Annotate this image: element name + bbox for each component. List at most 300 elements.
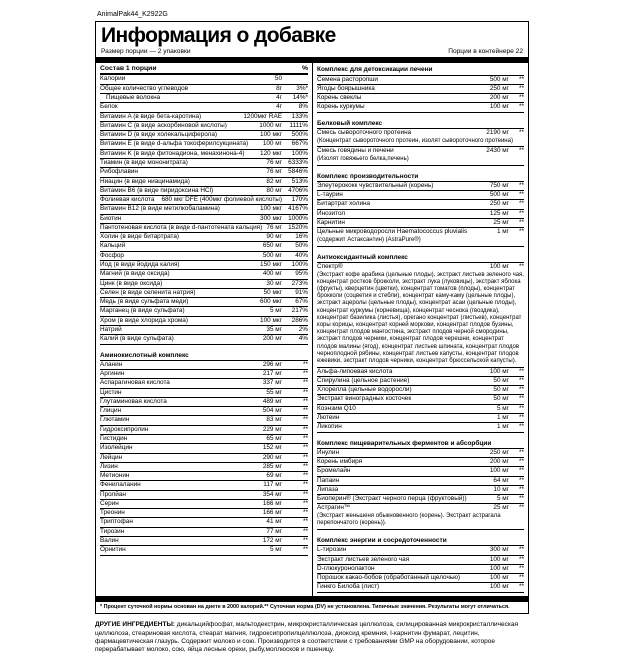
table-row: [100, 215, 308, 224]
row-line: [317, 77, 524, 84]
row-daily-value: **: [519, 103, 524, 111]
row-daily-value: **: [303, 397, 308, 405]
row-line: [100, 417, 308, 424]
row-name: Гидроксипролин: [100, 425, 149, 433]
row-line: [100, 299, 308, 306]
row-daily-value: 100%: [291, 149, 308, 157]
table-row: [317, 129, 524, 147]
table-row: [100, 94, 308, 103]
row-name: Глютамин: [100, 416, 130, 424]
row-amount: 90 мг: [266, 233, 282, 241]
row-daily-value: **: [519, 219, 524, 227]
row-line: [317, 505, 524, 512]
row-amount: 300 мкг: [260, 214, 282, 222]
row-amount: 125 мг: [489, 209, 509, 217]
table-row: [100, 537, 308, 546]
row-name: Ягоды боярышника: [317, 84, 375, 92]
row-name: Инозитол: [317, 209, 346, 217]
table-row: [317, 449, 524, 458]
row-line: [100, 327, 308, 334]
row-daily-value: **: [303, 379, 308, 387]
row-line: [317, 468, 524, 475]
row-name: Аргинин: [100, 369, 125, 377]
row-amount: 35 мг: [266, 326, 282, 333]
row-line: [100, 151, 308, 158]
row-name: Корень свеклы: [317, 94, 362, 102]
row-daily-value: **: [303, 434, 308, 442]
table-row: [100, 75, 308, 84]
row-amount: 489 мг: [262, 397, 282, 405]
row-line: [100, 197, 308, 204]
row-name: Порошок какао-бобов (обработанный щелочью): [317, 574, 461, 582]
row-line: [100, 501, 308, 508]
table-row: [100, 113, 308, 122]
row-amount: 500 мг: [489, 191, 509, 199]
row-name: Корень имбиря: [317, 458, 363, 466]
row-name: L-таурин: [317, 191, 343, 199]
row-daily-value: **: [519, 147, 524, 155]
row-amount: 76 мг: [266, 158, 282, 166]
row-name: Лизин: [100, 462, 118, 470]
row-line: [100, 371, 308, 378]
section-title: Комплекс для детоксикации печени: [317, 65, 524, 75]
row-line: [317, 220, 524, 227]
row-amount: 296 мг: [262, 360, 282, 368]
row-daily-value: 100%: [291, 261, 308, 269]
row-daily-value: 667%: [291, 140, 308, 148]
ingredient-section: [100, 351, 308, 556]
table-row: [100, 398, 308, 407]
row-line: [317, 459, 524, 466]
row-line: [317, 406, 524, 413]
row-line: [317, 86, 524, 93]
panel-title: Информация о добавке: [101, 24, 336, 47]
row-amount: 100 мг: [489, 583, 509, 591]
row-daily-value: 6333%: [288, 158, 308, 166]
other-ingredients-text: дикальцийфосфат, мальтодекстрин, микрокристаллическая целлюлоза, силицированная микрокристаллическая целлюлоза, стеариновая кислота, стеарат магния, гидроксипропилцеллюлоза, диоксид кремния, l-карнитин фумарат, лецитин, фармацевтическая глазурь. Содержит молоко и сою. Производится в соответствии с требованиями GMP на оборудовании, которое перерабатывает молоко, сою, яйца лесные орехи, рыбу,моллюсков и пшеницу.: [95, 621, 519, 654]
section-title: Комплекс пищеварительных ферментов и абсорбции: [317, 439, 524, 449]
row-amount: 750 мг: [489, 181, 509, 189]
table-row: [100, 233, 308, 242]
table-row: [100, 481, 308, 490]
row-daily-value: **: [303, 527, 308, 535]
row-amount: 65 мг: [266, 434, 282, 442]
left-rows: [100, 75, 308, 555]
row-line: [100, 362, 308, 369]
row-amount: 354 мг: [262, 490, 282, 498]
table-row: [100, 150, 308, 159]
row-name: Орнитин: [100, 546, 126, 554]
row-name: Биоперин® (Экстракт черного перца (фруктовый)): [317, 495, 467, 503]
row-name: Лейцин: [100, 453, 123, 461]
row-name: Альфа-липоевая кислота: [317, 367, 393, 375]
supplement-facts-panel: [95, 21, 529, 614]
row-line: [317, 192, 524, 199]
row-line: [100, 216, 308, 223]
row-line: [317, 183, 524, 190]
table-row: [100, 379, 308, 388]
row-line: [317, 478, 524, 485]
row-daily-value: **: [303, 499, 308, 507]
row-daily-value: **: [519, 458, 524, 466]
table-row: [100, 122, 308, 131]
row-name: Натрий: [100, 326, 122, 333]
row-amount: 2430 мг: [486, 147, 509, 155]
table-row: [317, 147, 524, 165]
row-daily-value: **: [519, 423, 524, 431]
row-daily-value: 1000%: [288, 214, 308, 222]
row-sub-description: (Концентрат сывороточного протеин, изолят сывороточного протеина): [317, 137, 513, 144]
row-daily-value: **: [303, 462, 308, 470]
row-line: [100, 445, 308, 452]
other-ingredients: [95, 621, 529, 655]
table-row: [100, 389, 308, 398]
table-row: [317, 94, 524, 103]
row-name: Гистидин: [100, 434, 128, 442]
table-row: [100, 187, 308, 196]
row-line: [317, 387, 524, 394]
row-amount: 300 мг: [489, 546, 509, 554]
row-sub-description: (Изолят говяжьего белка,печень): [317, 156, 409, 163]
row-amount: 100 мкг: [260, 205, 282, 213]
row-name: Пролйан: [100, 490, 126, 498]
row-daily-value: 170%: [291, 196, 308, 204]
table-row: [100, 307, 308, 316]
row-name: Марганец (в виде сульфата): [100, 307, 185, 315]
table-row: [317, 228, 524, 246]
row-name: Витамин D (в виде холекальциферола): [100, 131, 218, 139]
row-daily-value: **: [303, 425, 308, 433]
row-daily-value: 133%: [291, 112, 308, 120]
row-name: Витамин B12 (в виде метилкобаламина): [100, 205, 220, 213]
row-line: [100, 336, 308, 343]
row-amount: 400 мг: [262, 270, 282, 278]
row-daily-value: 5846%: [288, 168, 308, 176]
row-daily-value: **: [303, 407, 308, 415]
row-daily-value: **: [519, 504, 524, 512]
row-line: [100, 86, 308, 93]
row-name: Фосфор: [100, 251, 124, 259]
table-row: [100, 85, 308, 94]
row-daily-value: **: [519, 209, 524, 217]
row-name: Аспарагиновая кислота: [100, 379, 170, 387]
row-line: [100, 399, 308, 406]
table-row: [100, 205, 308, 214]
table-row: [317, 495, 524, 504]
row-name: Белок: [100, 103, 118, 111]
row-line: [317, 130, 524, 137]
row-daily-value: **: [303, 546, 308, 554]
row-daily-value: 286%: [291, 316, 308, 324]
table-row: [317, 504, 524, 530]
row-daily-value: 67%: [295, 298, 308, 306]
row-name: Элеутерококк чувствительный (корень): [317, 181, 434, 189]
row-name: Ликопин: [317, 423, 342, 431]
row-line: [100, 141, 308, 148]
composition-header: Состав 1 порции: [100, 65, 157, 73]
row-daily-value: **: [519, 467, 524, 475]
row-line: [100, 538, 308, 545]
row-name: Цинк (в виде оксида): [100, 279, 163, 287]
table-row: [317, 182, 524, 191]
table-row: [100, 472, 308, 481]
row-name: Коэнзим Q10: [317, 404, 356, 412]
row-amount: 200 мг: [489, 94, 509, 102]
row-amount: 120 мкг: [260, 149, 282, 157]
row-daily-value: **: [519, 262, 524, 270]
row-name: Рибофлавин: [100, 168, 138, 176]
row-name: Фенилаланин: [100, 481, 141, 489]
row-name: Глутаминовая кислота: [100, 397, 167, 405]
row-line: [100, 408, 308, 415]
percent-header: %: [301, 65, 308, 73]
panel-header: [96, 22, 528, 57]
row-amount: 25 мг: [493, 504, 509, 512]
row-daily-value: **: [519, 495, 524, 503]
row-line: [100, 380, 308, 387]
row-amount: 117 мг: [263, 481, 282, 489]
row-amount: 50 мг: [493, 376, 509, 384]
product-code: AnimalPak44_K2922G: [97, 11, 168, 18]
table-row: [100, 103, 308, 112]
row-amount: 64 мг: [493, 476, 509, 484]
row-amount: 5 мг: [496, 495, 509, 503]
right-column: [312, 63, 528, 595]
row-daily-value: **: [303, 509, 308, 517]
row-daily-value: 500%: [291, 131, 308, 139]
row-amount: 80 мг: [266, 186, 282, 194]
row-line: [100, 104, 308, 111]
table-row: [100, 416, 308, 425]
row-line: [317, 584, 524, 591]
row-amount: 4г: [276, 93, 282, 101]
serving-size: Размер порции — 2 упаковки: [101, 48, 191, 56]
row-amount: 1 мг: [496, 414, 509, 422]
row-daily-value: 1111%: [289, 121, 308, 129]
row-amount: 5 мг: [269, 307, 282, 315]
row-name: Гинкго Билоба (лист): [317, 583, 380, 591]
row-name: Йод (в виде йодида калия): [100, 261, 180, 269]
row-daily-value: **: [519, 94, 524, 102]
table-row: [317, 467, 524, 476]
row-amount: 200 мг: [489, 458, 509, 466]
row-amount: 100 мг: [489, 564, 509, 572]
row-line: [100, 271, 308, 278]
table-row: [100, 289, 308, 298]
table-row: [100, 298, 308, 307]
table-row: [317, 85, 524, 94]
row-name: Витамин K (в виде фитонадиона, менахинона-4): [100, 149, 245, 157]
row-name: Витамин B6 (в виде пиридоксина HCl): [100, 186, 214, 194]
footnote: * Процент суточной нормы основан на диете в 2000 калорий.** Суточная норма (DV) не установлена. Типичные значения. Результаты могут отличаться.: [100, 603, 510, 610]
row-amount: 55 мг: [266, 388, 282, 396]
row-line: [317, 201, 524, 208]
table-row: [100, 326, 308, 335]
row-name: Тиамин (в виде мононитрата): [100, 158, 188, 166]
row-amount: 82 мг: [266, 177, 282, 185]
row-name: Смесь сывороточного протеина: [317, 128, 412, 136]
row-line: [317, 378, 524, 385]
row-amount: 600 мкг: [260, 298, 282, 306]
row-daily-value: 8%: [298, 103, 308, 111]
section-title: Комплекс энергии и сосредоточенности: [317, 536, 524, 546]
table-row: [100, 407, 308, 416]
row-line: [317, 575, 524, 582]
row-name: Семена расторопши: [317, 75, 378, 83]
row-amount: 5 мг: [496, 404, 509, 412]
row-daily-value: **: [519, 228, 524, 236]
row-name: Тирозин: [100, 527, 125, 535]
row-amount: 100 мг: [489, 103, 509, 111]
table-row: [317, 200, 524, 209]
row-daily-value: **: [303, 453, 308, 461]
row-amount: 83 мг: [266, 416, 282, 424]
row-daily-value: **: [519, 546, 524, 554]
row-name: Глицин: [100, 407, 122, 415]
table-row: [317, 263, 524, 368]
row-name: Калий (в виде сульфата): [100, 335, 174, 343]
row-daily-value: 3%*: [296, 84, 308, 92]
table-row: [317, 565, 524, 574]
row-line: [100, 123, 308, 130]
row-line: [100, 234, 308, 241]
row-amount: 100 мг: [489, 367, 509, 375]
row-daily-value: 1520%: [288, 223, 308, 231]
row-line: [100, 206, 308, 213]
row-daily-value: **: [303, 518, 308, 526]
row-amount: 30 мг: [266, 279, 282, 287]
row-amount: 217 мг: [262, 369, 282, 377]
row-daily-value: 513%: [291, 177, 308, 185]
row-line: [317, 369, 524, 376]
facts-columns: [96, 63, 528, 595]
row-amount: 150 мкг: [260, 261, 282, 269]
row-line: [100, 529, 308, 536]
table-row: [317, 368, 524, 377]
row-name: Лютеин: [317, 414, 340, 422]
row-daily-value: **: [519, 128, 524, 136]
table-row: [317, 210, 524, 219]
row-name: Калории: [100, 75, 126, 83]
row-name: Смесь говядины и печени: [317, 147, 394, 155]
table-row: [317, 458, 524, 467]
row-daily-value: **: [303, 537, 308, 545]
row-daily-value: **: [519, 564, 524, 572]
table-row: [100, 335, 308, 344]
row-name: Инулин: [317, 448, 340, 456]
row-daily-value: **: [519, 181, 524, 189]
row-line: [100, 179, 308, 186]
row-amount: 100 мкг: [260, 316, 282, 324]
row-name: Аланин: [100, 360, 123, 368]
row-daily-value: **: [303, 472, 308, 480]
row-name: Витамин C (в виде аскорбиновой кислоты): [100, 121, 227, 129]
table-row: [100, 280, 308, 289]
row-amount: 152 мг: [262, 444, 282, 452]
ingredient-section: [317, 536, 524, 593]
table-row: [100, 361, 308, 370]
row-line: [100, 482, 308, 489]
row-name: Валин: [100, 537, 119, 545]
row-amount: 100 мг: [489, 574, 509, 582]
row-name: Корень куркумы: [317, 103, 365, 111]
row-daily-value: **: [519, 574, 524, 582]
row-line: [317, 424, 524, 431]
row-line: [317, 415, 524, 422]
row-amount: 500 мг: [489, 75, 509, 83]
ingredient-section: [317, 253, 524, 433]
row-amount: 200 мг: [262, 335, 282, 343]
table-row: [100, 252, 308, 261]
row-name: Магний (в виде оксида): [100, 270, 170, 278]
row-line: [100, 308, 308, 315]
row-name: Метионин: [100, 472, 130, 480]
row-line: [317, 211, 524, 218]
table-row: [317, 405, 524, 414]
row-line: [100, 169, 308, 176]
row-daily-value: 4706%: [288, 186, 308, 194]
table-row: [100, 178, 308, 187]
table-row: [317, 486, 524, 495]
row-name: Биотин: [100, 214, 122, 222]
row-line: [100, 464, 308, 471]
table-row: [317, 477, 524, 486]
right-rows: [317, 65, 524, 592]
row-amount: 100 мг: [489, 262, 509, 270]
row-line: [317, 496, 524, 503]
row-daily-value: **: [519, 200, 524, 208]
row-line: [100, 253, 308, 260]
row-amount: 650 мг: [262, 242, 282, 250]
row-amount: 50 мг: [493, 395, 509, 403]
row-name: Треонин: [100, 509, 125, 517]
table-row: [100, 444, 308, 453]
row-amount: 680 мкг DFE (400мкг фолиевой кислоты): [161, 196, 282, 204]
row-amount: 25 мг: [493, 219, 509, 227]
table-row: [100, 426, 308, 435]
row-daily-value: 91%: [295, 288, 308, 296]
row-name: Цельные микроводоросли Haematococcus pluvialis: [317, 228, 468, 236]
table-row: [317, 103, 524, 112]
row-line: [100, 390, 308, 397]
row-line: [100, 290, 308, 297]
row-name: Экстракт виноградных косточек: [317, 395, 412, 403]
table-row: [100, 261, 308, 270]
row-name: Карнитин: [317, 219, 345, 227]
row-daily-value: **: [303, 360, 308, 368]
row-line: [100, 519, 308, 526]
row-daily-value: **: [303, 481, 308, 489]
row-line: [317, 229, 524, 236]
row-name: L-тирозин: [317, 546, 347, 554]
row-daily-value: 16%: [295, 233, 308, 241]
row-daily-value: 14%*: [292, 93, 308, 101]
table-row: [100, 370, 308, 379]
row-daily-value: **: [519, 555, 524, 563]
table-row: [100, 159, 308, 168]
row-line: [317, 547, 524, 554]
row-name: Пищевые волокна: [106, 93, 161, 101]
left-column: [96, 63, 312, 595]
row-amount: 77 мг: [266, 527, 282, 535]
row-amount: 50 мкг: [263, 288, 282, 296]
row-name: D-глюкуронолактон: [317, 564, 375, 572]
servings-per-container: Порции в контейнере 22: [448, 48, 523, 56]
row-sub-description: (Экстракт кофе арабика (цельные плоды), экстракт листьев зеленого чая, концентрат ростков брокколи, экстракт лука (луковицы), экстракт яблока (фрукты), кверцетин (цветки), концентрат томатов (плоды), концентрат брокколи (соцветия и стебли), концентрат каму-каму (цельные плоды), экстракт ацеролы (цельные плоды), концентрат асаи (цельные плоды), концентрат куркумы (корневища), концентрат чеснока (гвоздика), концентрат базилика (листья), орегано концентрат (листьев), концентрат коры корицы, концентрат корней моркови, концентрат плодов бузины, концентрат плодов мангостина, экстракт плодов черной смородины, экстракт плодов черники, концентрат плодов черешни, концентрат плодов малины (ягод), концентрат листьев шпината, концентрат плодов черноплодной рябины, концентрат листьев капусты, концентрат плодов ежевики, экстракт плодов черники, концентрат брюссельской капусты).: [317, 271, 524, 364]
row-name: Цистин: [100, 388, 122, 396]
table-row: [317, 583, 524, 592]
row-daily-value: 217%: [291, 307, 308, 315]
